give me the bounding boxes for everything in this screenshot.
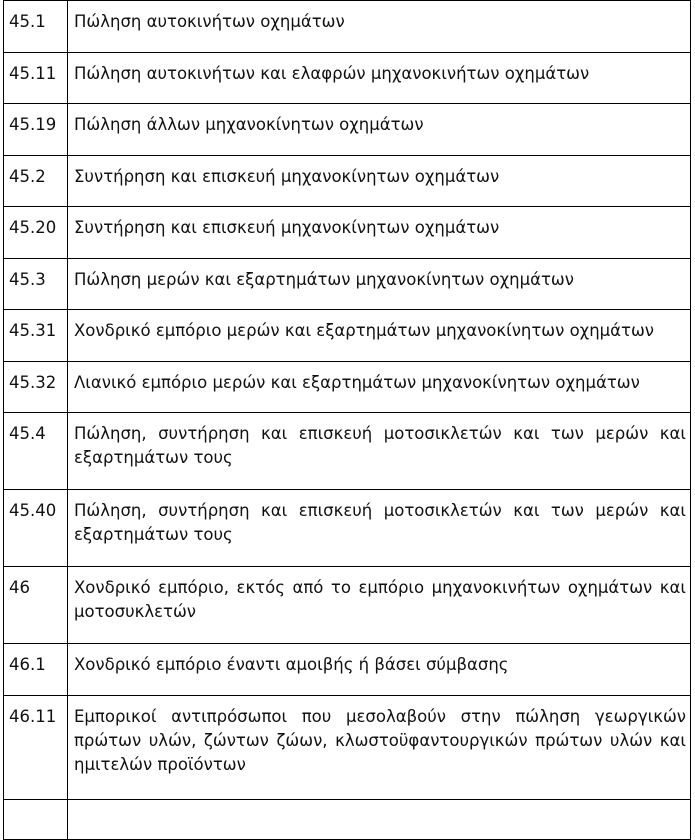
table-row [4,155,691,207]
activity-description: Χονδρικό εμπόριο, εκτός από το εμπόριο μηχανοκινήτων οχημάτων και μοτοσυκλετών [68,567,691,644]
table-row [4,361,691,413]
table-row [4,413,691,490]
activity-description: Χονδρικό εμπόριο μερών και εξαρτημάτων μηχανοκίνητων οχημάτων [68,310,691,362]
activity-description: Πώληση, συντήρηση και επισκευή μοτοσικλετών και των μερών και εξαρτημάτων τους [68,490,691,567]
table-row [4,799,691,839]
activity-code: 45.11 [4,52,68,104]
table-row [4,104,691,156]
activity-description: Συντήρηση και επισκευή μηχανοκίνητων οχημάτων [68,207,691,259]
activity-description: Πώληση αυτοκινήτων και ελαφρών μηχανοκινήτων οχημάτων [68,52,691,104]
activity-description [68,799,691,839]
activity-description: Εμπορικοί αντιπρόσωποι που μεσολαβούν στην πώληση γεωργικών πρώτων υλών, ζώντων ζώων, κλωστοϋφαντουργικών πρώτων υλών και ημιτελών προϊόντων [68,695,691,799]
table-row [4,567,691,644]
activity-description: Συντήρηση και επισκευή μηχανοκίνητων οχημάτων [68,155,691,207]
activity-code: 46.1 [4,644,68,696]
activity-description: Λιανικό εμπόριο μερών και εξαρτημάτων μηχανοκίνητων οχημάτων [68,361,691,413]
activity-code [4,799,68,839]
table-row [4,644,691,696]
activity-code: 45.4 [4,413,68,490]
table-row [4,1,691,53]
activity-code: 46 [4,567,68,644]
table-row [4,258,691,310]
activity-code: 45.3 [4,258,68,310]
activity-description: Πώληση άλλων μηχανοκίνητων οχημάτων [68,104,691,156]
table-row [4,310,691,362]
activity-description: Πώληση μερών και εξαρτημάτων μηχανοκίνητων οχημάτων [68,258,691,310]
activity-code: 45.40 [4,490,68,567]
table-row [4,695,691,799]
activity-codes-table [3,0,691,840]
activity-code: 45.31 [4,310,68,362]
table-row [4,52,691,104]
activity-codes-table-container [3,0,690,840]
table-row [4,207,691,259]
activity-code: 45.32 [4,361,68,413]
activity-code: 46.11 [4,695,68,799]
activity-description: Πώληση αυτοκινήτων οχημάτων [68,1,691,53]
table-row [4,490,691,567]
activity-code: 45.2 [4,155,68,207]
activity-code: 45.1 [4,1,68,53]
activity-description: Πώληση, συντήρηση και επισκευή μοτοσικλετών και των μερών και εξαρτημάτων τους [68,413,691,490]
activity-code: 45.20 [4,207,68,259]
activity-description: Χονδρικό εμπόριο έναντι αμοιβής ή βάσει σύμβασης [68,644,691,696]
activity-code: 45.19 [4,104,68,156]
